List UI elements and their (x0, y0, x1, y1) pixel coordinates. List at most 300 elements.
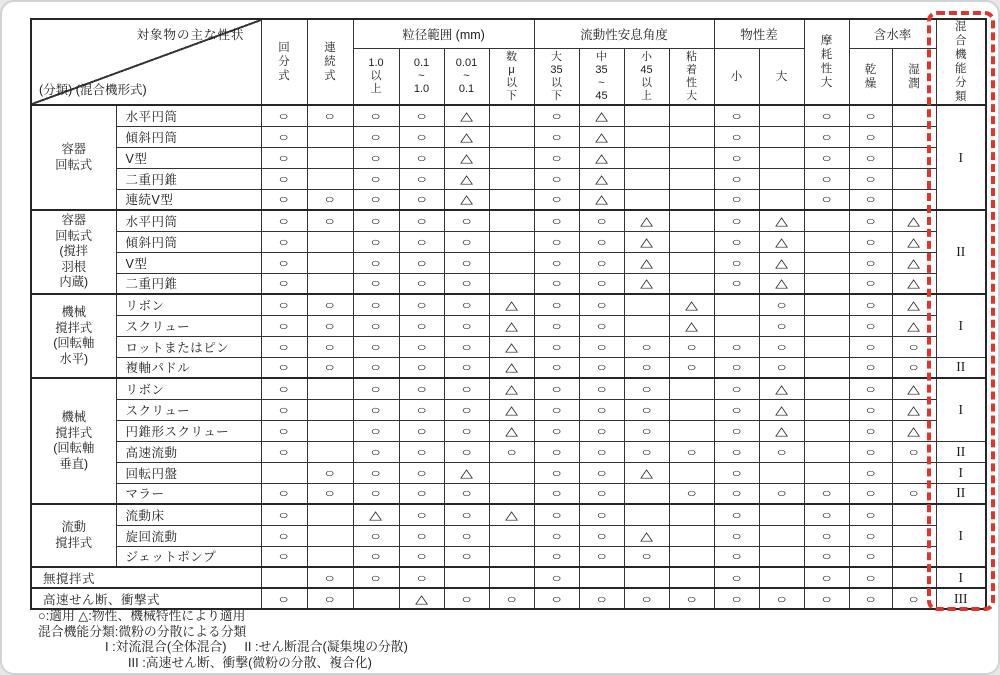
header-line: 数 (506, 50, 517, 63)
mark-cell (759, 462, 804, 483)
mark-cell (534, 189, 579, 210)
mark-cell (714, 399, 759, 420)
mark-cell (307, 399, 353, 420)
mark-cell (714, 525, 759, 546)
class-cell: I (936, 504, 986, 567)
mark-cell (307, 252, 353, 273)
header-line: μ (508, 63, 515, 76)
conditional-mark: △ (505, 423, 518, 438)
apply-mark: ○ (370, 444, 382, 459)
mark-cell (534, 378, 579, 399)
class-cell: I (936, 567, 986, 588)
mark-cell (892, 420, 936, 441)
conditional-mark: △ (775, 255, 788, 270)
mark-cell (534, 105, 579, 126)
apply-mark: ○ (641, 423, 652, 438)
machine-type-label: 回転円盤 (116, 462, 261, 483)
apply-mark: ○ (278, 549, 290, 564)
mark-cell (759, 441, 804, 462)
machine-type-label: 旋回流動 (116, 525, 261, 546)
mark-cell (489, 399, 534, 420)
group-label (31, 294, 116, 378)
mark-cell (714, 441, 759, 462)
mark-cell (849, 336, 892, 357)
mark-cell (353, 252, 399, 273)
machine-type-label: リボン (116, 294, 261, 315)
mark-cell (399, 588, 444, 609)
mark-cell (444, 294, 489, 315)
mark-cell (892, 294, 936, 315)
apply-mark: ○ (461, 444, 472, 459)
mark-cell (669, 588, 714, 609)
mark-cell (399, 147, 444, 168)
mark-cell (353, 147, 399, 168)
mark-cell (624, 168, 669, 189)
header-line: 機械 (61, 305, 87, 320)
apply-mark: ○ (821, 570, 832, 585)
header-line: 機械 (61, 410, 87, 425)
header-line: 連 (324, 42, 336, 55)
apply-mark: ○ (596, 360, 607, 375)
mark-cell (399, 273, 444, 294)
apply-mark: ○ (641, 444, 652, 459)
apply-mark: ○ (461, 591, 472, 606)
mark-cell (534, 399, 579, 420)
apply-mark: ○ (821, 192, 832, 207)
mark-cell (714, 546, 759, 567)
mark-cell (759, 147, 804, 168)
apply-mark: ○ (370, 465, 382, 480)
apply-mark: ○ (551, 339, 562, 354)
apply-mark: ○ (596, 591, 607, 606)
mark-cell (353, 105, 399, 126)
table-row (31, 567, 986, 588)
mark-cell (399, 378, 444, 399)
apply-mark: ○ (506, 591, 517, 606)
apply-mark: ○ (551, 402, 562, 417)
col-header-mixing-class (936, 19, 986, 105)
apply-mark: ○ (461, 360, 472, 375)
mark-cell (892, 357, 936, 378)
apply-mark: ○ (461, 423, 472, 438)
conditional-mark: △ (775, 234, 788, 249)
mark-cell (534, 546, 579, 567)
conditional-mark: △ (907, 234, 921, 249)
mark-cell (759, 567, 804, 588)
row-label: 高速せん断、衝撃式 (31, 588, 261, 609)
header-line: 以 (641, 76, 652, 89)
mark-cell (261, 483, 307, 504)
class-cell: II (936, 210, 986, 294)
mark-cell (804, 252, 849, 273)
apply-mark: ○ (416, 465, 427, 480)
mark-cell (804, 273, 849, 294)
conditional-mark: △ (460, 129, 473, 144)
mark-cell (669, 420, 714, 441)
machine-type-label: V型 (116, 252, 261, 273)
apply-mark: ○ (821, 591, 832, 606)
mark-cell (307, 378, 353, 399)
apply-mark: ○ (370, 360, 382, 375)
mark-cell (579, 399, 624, 420)
apply-mark: ○ (416, 444, 427, 459)
mark-cell (353, 315, 399, 336)
mark-cell (353, 189, 399, 210)
mark-cell (714, 567, 759, 588)
machine-type-label: 連続V型 (116, 189, 261, 210)
mark-cell (669, 231, 714, 252)
col-header-prop-0 (714, 49, 759, 106)
apply-mark: ○ (865, 486, 876, 501)
apply-mark: ○ (416, 402, 427, 417)
apply-mark: ○ (416, 528, 427, 543)
conditional-mark: △ (595, 129, 608, 144)
apply-mark: ○ (596, 318, 607, 333)
apply-mark: ○ (278, 192, 290, 207)
table-row (31, 126, 986, 147)
class-cell: II (936, 483, 986, 504)
mark-cell (579, 294, 624, 315)
mark-cell (892, 504, 936, 525)
apply-mark: ○ (731, 402, 742, 417)
apply-mark: ○ (324, 486, 336, 501)
mark-cell (489, 378, 534, 399)
mark-cell (624, 273, 669, 294)
apply-mark: ○ (776, 339, 787, 354)
apply-mark: ○ (370, 402, 382, 417)
mark-cell (804, 504, 849, 525)
mark-cell (307, 525, 353, 546)
mark-cell (307, 105, 353, 126)
mark-cell (624, 315, 669, 336)
header-line: 容器 (61, 213, 87, 228)
col-header-flow-3 (669, 49, 714, 106)
header-line: 大 (551, 50, 562, 63)
header-line: 耗 (820, 49, 833, 62)
class-cell: I (936, 105, 986, 210)
apply-mark: ○ (686, 360, 697, 375)
mark-cell (444, 336, 489, 357)
header-line: 粘 (686, 50, 697, 63)
mark-cell (849, 315, 892, 336)
mark-cell (489, 126, 534, 147)
apply-mark: ○ (865, 423, 876, 438)
mark-cell (804, 336, 849, 357)
apply-mark: ○ (551, 234, 562, 249)
class-cell: II (936, 441, 986, 462)
header-line: 着 (686, 63, 697, 76)
header-line: 0.1 (458, 83, 475, 96)
mark-cell (399, 462, 444, 483)
apply-mark: ○ (461, 234, 472, 249)
mark-cell (804, 378, 849, 399)
mark-cell (489, 441, 534, 462)
mark-cell (669, 525, 714, 546)
header-line: 35 (550, 63, 563, 76)
mark-cell (849, 147, 892, 168)
header-line: 流動 (61, 520, 87, 535)
mark-cell (892, 105, 936, 126)
col-header-particle-3 (489, 49, 534, 106)
apply-mark: ○ (596, 549, 607, 564)
mark-cell (261, 294, 307, 315)
mark-cell (669, 273, 714, 294)
conditional-mark: △ (595, 171, 608, 186)
mark-cell (669, 378, 714, 399)
mark-cell (489, 210, 534, 231)
mark-cell (489, 147, 534, 168)
mark-cell (892, 273, 936, 294)
mark-cell (534, 336, 579, 357)
apply-mark: ○ (731, 129, 742, 144)
apply-mark: ○ (551, 486, 562, 501)
mark-cell (307, 273, 353, 294)
apply-mark: ○ (278, 402, 290, 417)
apply-mark: ○ (686, 486, 697, 501)
header-line: 大 (686, 89, 697, 102)
apply-mark: ○ (551, 591, 562, 606)
mark-cell (261, 210, 307, 231)
header-line: ~ (463, 70, 470, 83)
apply-mark: ○ (821, 171, 832, 186)
mixer-classification-table (30, 18, 987, 610)
apply-mark: ○ (731, 171, 742, 186)
apply-mark: ○ (731, 570, 742, 585)
mark-cell (714, 588, 759, 609)
mark-cell (624, 546, 669, 567)
mark-cell (261, 441, 307, 462)
apply-mark: ○ (324, 192, 336, 207)
class-cell: I (936, 462, 986, 483)
apply-mark: ○ (551, 570, 562, 585)
mark-cell (261, 105, 307, 126)
mark-cell (489, 294, 534, 315)
header-line: 1.0 (413, 83, 430, 96)
mark-cell (669, 357, 714, 378)
apply-mark: ○ (551, 276, 562, 291)
apply-mark: ○ (731, 192, 742, 207)
mark-cell (399, 126, 444, 147)
mark-cell (579, 273, 624, 294)
mark-cell (849, 462, 892, 483)
mark-cell (849, 567, 892, 588)
apply-mark: ○ (278, 486, 290, 501)
mark-cell (444, 252, 489, 273)
mark-cell (444, 231, 489, 252)
mark-cell (444, 483, 489, 504)
mark-cell (489, 504, 534, 525)
apply-mark: ○ (821, 528, 832, 543)
mark-cell (759, 546, 804, 567)
mark-cell (307, 315, 353, 336)
apply-mark: ○ (596, 339, 607, 354)
col-header-flow-0 (534, 49, 579, 106)
mark-cell (261, 231, 307, 252)
mark-cell (624, 105, 669, 126)
apply-mark: ○ (461, 213, 472, 228)
mark-cell (759, 315, 804, 336)
mark-cell (849, 504, 892, 525)
mark-cell (444, 504, 489, 525)
apply-mark: ○ (416, 234, 427, 249)
mark-cell (849, 483, 892, 504)
apply-mark: ○ (596, 465, 607, 480)
mark-cell (353, 273, 399, 294)
apply-mark: ○ (731, 234, 742, 249)
mark-cell (353, 525, 399, 546)
apply-mark: ○ (324, 213, 336, 228)
mark-cell (624, 189, 669, 210)
conditional-mark: △ (505, 360, 518, 375)
mark-cell (353, 168, 399, 189)
apply-mark: ○ (551, 360, 562, 375)
header-line: 撹拌式 (55, 320, 93, 335)
mark-cell (353, 210, 399, 231)
mark-cell (849, 105, 892, 126)
apply-mark: ○ (416, 339, 427, 354)
mark-cell (669, 462, 714, 483)
mark-cell (624, 567, 669, 588)
mark-cell (307, 210, 353, 231)
mark-cell (534, 462, 579, 483)
mark-cell (579, 546, 624, 567)
mark-cell (714, 105, 759, 126)
apply-mark: ○ (641, 339, 652, 354)
mark-cell (804, 588, 849, 609)
mark-cell (669, 567, 714, 588)
mark-cell (759, 378, 804, 399)
mark-cell (444, 399, 489, 420)
mark-cell (534, 168, 579, 189)
mark-cell (624, 504, 669, 525)
header-line: 機 (955, 49, 967, 62)
apply-mark: ○ (278, 150, 290, 165)
mark-cell (624, 588, 669, 609)
legend-line: III :高速せん断、衝撃(微粉の分散、複合化) (128, 654, 372, 670)
mark-cell (892, 147, 936, 168)
mark-cell (353, 399, 399, 420)
header-line: ~ (598, 76, 605, 89)
mark-cell (534, 252, 579, 273)
machine-type-label: ロットまたはピン (116, 336, 261, 357)
apply-mark: ○ (461, 528, 472, 543)
mark-cell (579, 252, 624, 273)
mark-cell (669, 105, 714, 126)
machine-type-label: 傾斜円筒 (116, 231, 261, 252)
corner-header (31, 19, 261, 105)
apply-mark: ○ (370, 234, 382, 249)
apply-mark: ○ (416, 129, 427, 144)
mark-cell (804, 420, 849, 441)
apply-mark: ○ (324, 591, 336, 606)
apply-mark: ○ (461, 381, 472, 396)
mark-cell (353, 378, 399, 399)
mark-cell (307, 588, 353, 609)
apply-mark: ○ (908, 444, 920, 459)
table-row (31, 483, 986, 504)
apply-mark: ○ (865, 255, 876, 270)
apply-mark: ○ (416, 423, 427, 438)
conditional-mark: △ (505, 318, 518, 333)
conditional-mark: △ (685, 297, 698, 312)
mark-cell (714, 378, 759, 399)
mark-cell (307, 336, 353, 357)
apply-mark: ○ (416, 360, 427, 375)
table-row (31, 168, 986, 189)
mark-cell (849, 441, 892, 462)
mark-cell (534, 231, 579, 252)
machine-type-label: 高速流動 (116, 441, 261, 462)
machine-type-label: 二重円錐 (116, 273, 261, 294)
mark-cell (261, 273, 307, 294)
mark-cell (669, 315, 714, 336)
header-line: 性 (820, 63, 833, 76)
col-header-continuous (307, 19, 353, 105)
apply-mark: ○ (461, 486, 472, 501)
conditional-mark: △ (775, 276, 788, 291)
apply-mark: ○ (416, 549, 427, 564)
group-header-particle-size: 粒径範囲 (mm) (353, 19, 534, 49)
apply-mark: ○ (324, 570, 336, 585)
mark-cell (804, 294, 849, 315)
header-line: 撹拌式 (55, 425, 93, 440)
apply-mark: ○ (551, 213, 562, 228)
table-row (31, 147, 986, 168)
apply-mark: ○ (278, 276, 290, 291)
apply-mark: ○ (865, 192, 876, 207)
apply-mark: ○ (731, 255, 742, 270)
mark-cell (849, 525, 892, 546)
mark-cell (759, 525, 804, 546)
mark-cell (669, 252, 714, 273)
machine-type-label: 水平円筒 (116, 105, 261, 126)
apply-mark: ○ (596, 297, 607, 312)
mark-cell (534, 315, 579, 336)
mark-cell (307, 504, 353, 525)
apply-mark: ○ (370, 192, 382, 207)
mark-cell (489, 567, 534, 588)
header-line: (撹拌 (59, 244, 89, 259)
mark-cell (849, 189, 892, 210)
apply-mark: ○ (551, 444, 562, 459)
mark-cell (307, 420, 353, 441)
mark-cell (489, 252, 534, 273)
apply-mark: ○ (551, 465, 562, 480)
apply-mark: ○ (324, 339, 336, 354)
mark-cell (353, 546, 399, 567)
header-line: 羽根 (61, 259, 87, 274)
mark-cell (759, 252, 804, 273)
apply-mark: ○ (324, 318, 336, 333)
apply-mark: ○ (370, 108, 382, 123)
apply-mark: ○ (821, 549, 832, 564)
header-line: 水平) (59, 351, 89, 366)
header-line: 回転式 (55, 228, 93, 243)
header-line: 能 (955, 63, 967, 76)
mark-cell (849, 420, 892, 441)
header-line: 以 (370, 70, 382, 83)
machine-type-label: 傾斜円筒 (116, 126, 261, 147)
mark-cell (892, 210, 936, 231)
mark-cell (307, 441, 353, 462)
mark-cell (579, 147, 624, 168)
apply-mark: ○ (551, 318, 562, 333)
apply-mark: ○ (821, 129, 832, 144)
apply-mark: ○ (370, 549, 382, 564)
mark-cell (892, 462, 936, 483)
header-line: 摩 (820, 35, 833, 48)
conditional-mark: △ (907, 255, 921, 270)
